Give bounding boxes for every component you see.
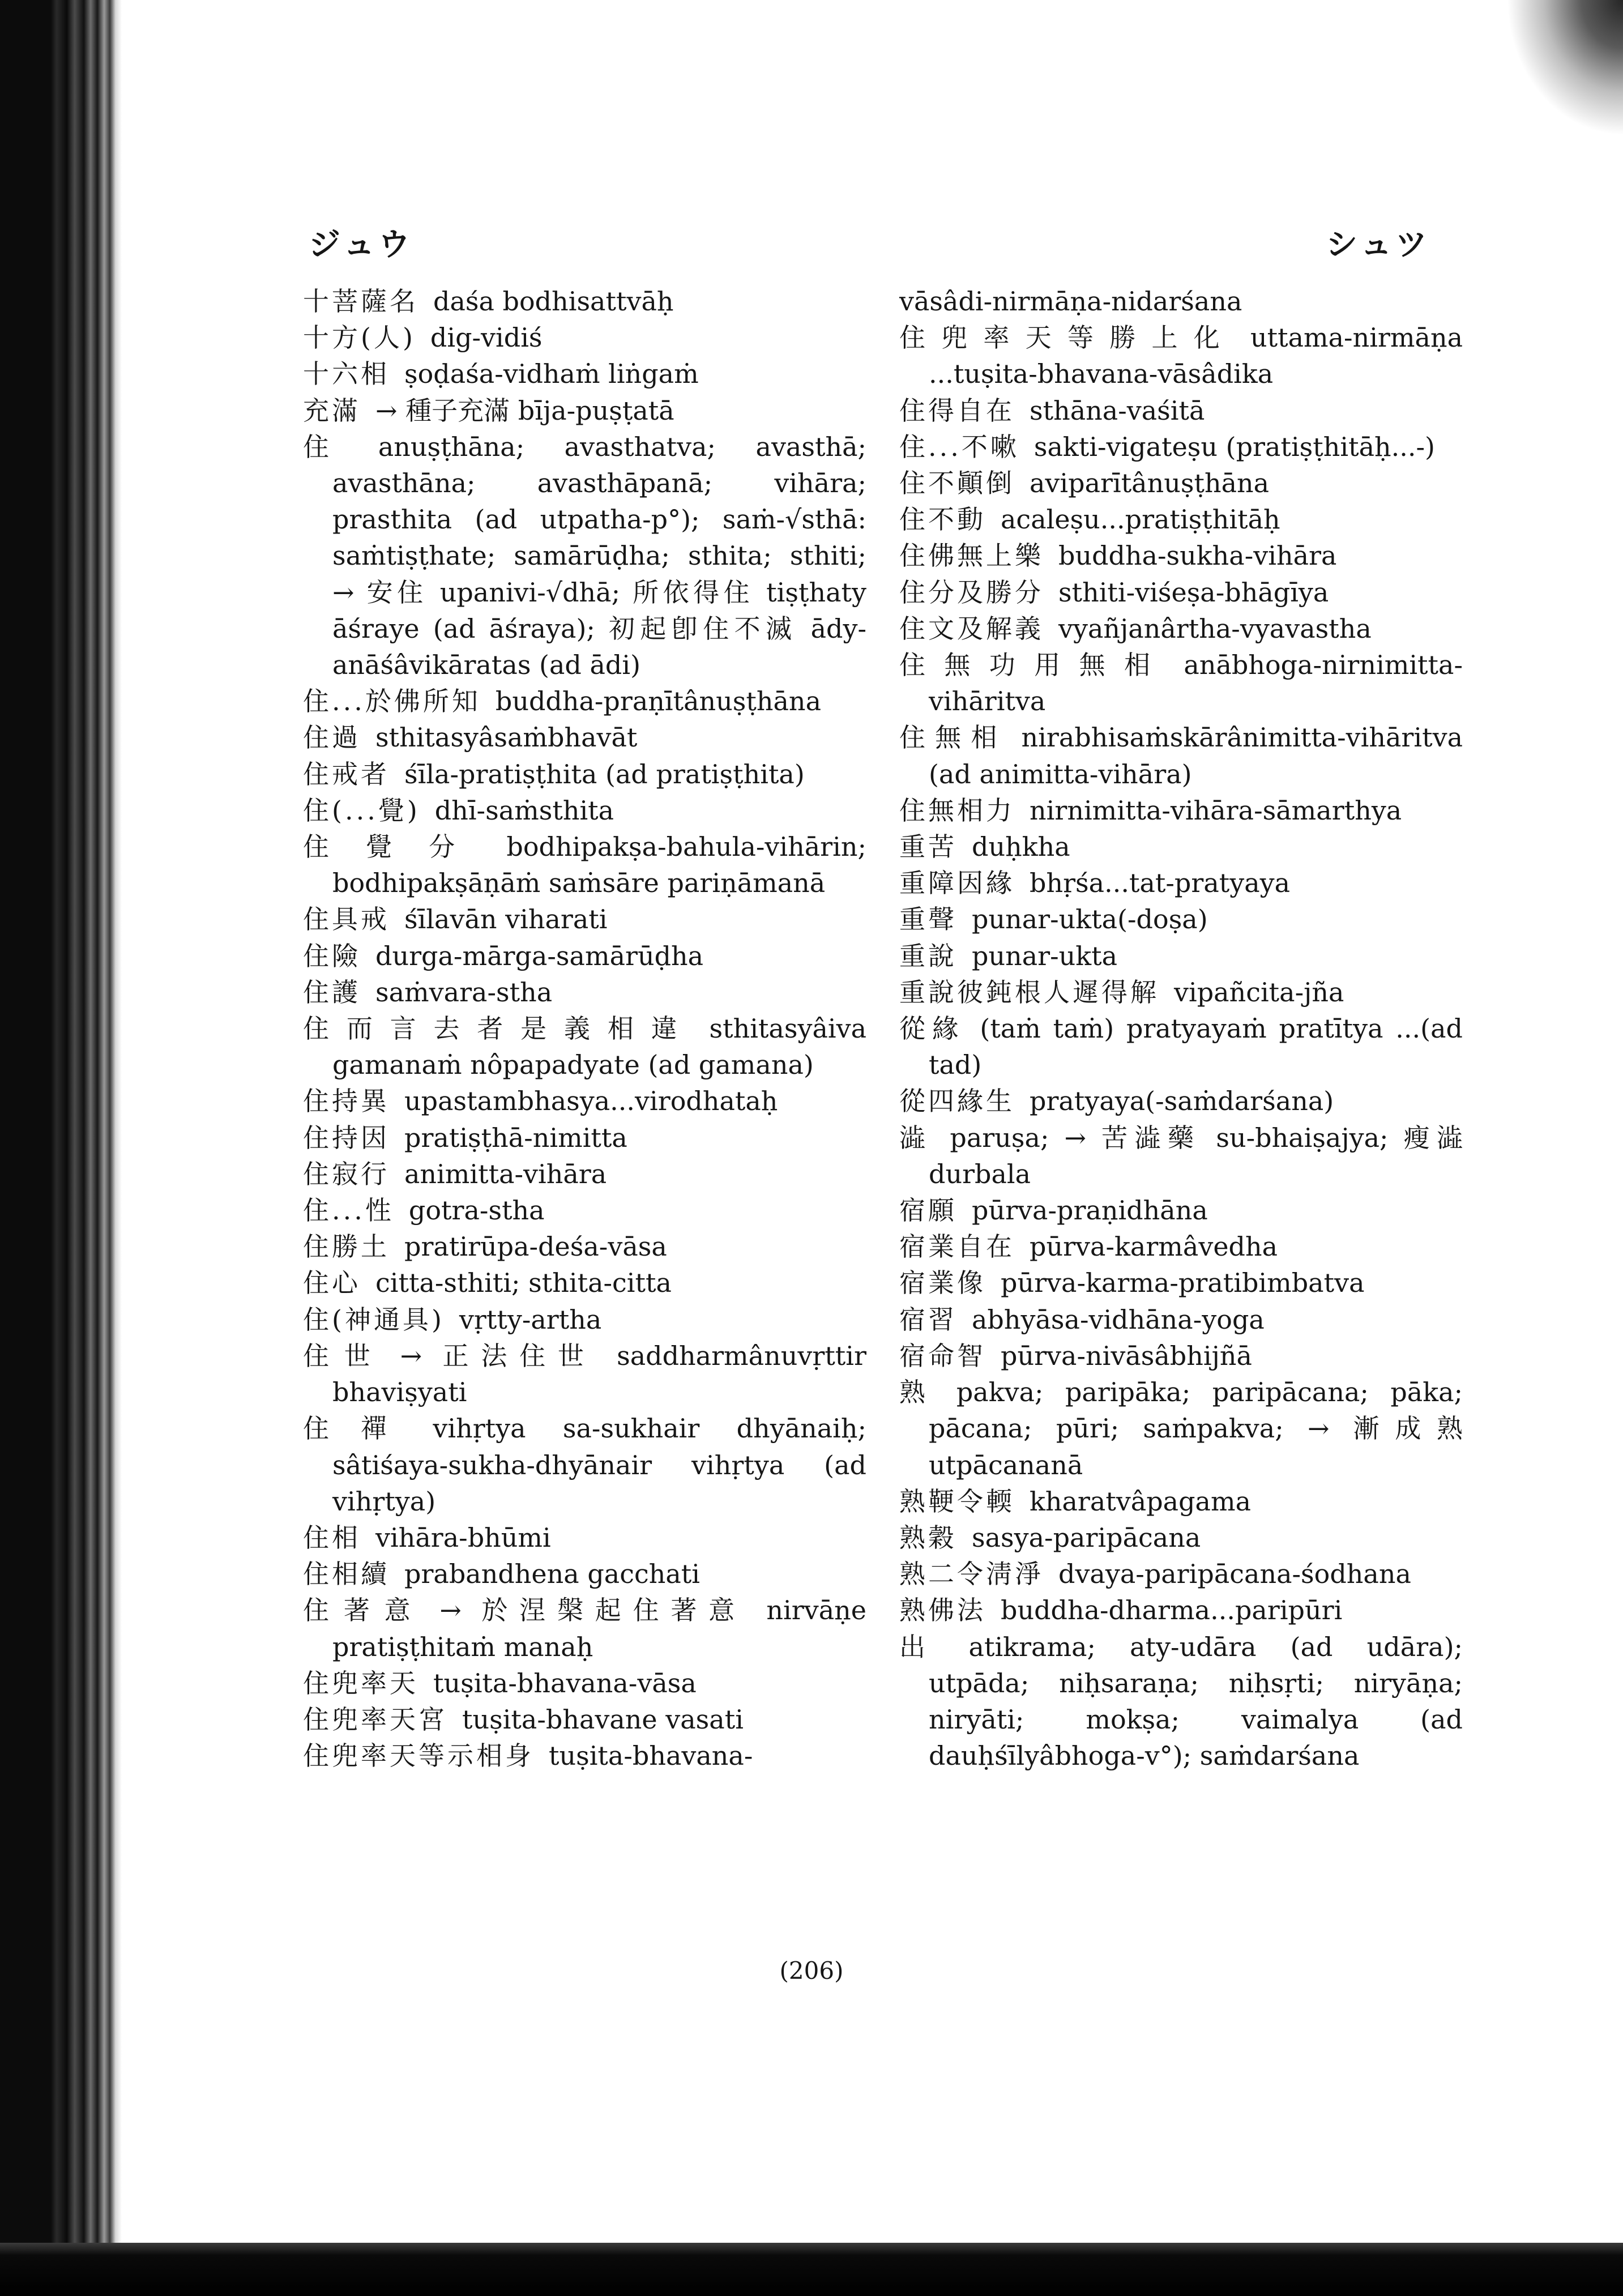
- entry-gloss: pūrva-nivāsâbhijñā: [1001, 1340, 1252, 1371]
- entry-headword: 住護: [303, 976, 361, 1008]
- entry-headword: 重說: [899, 940, 957, 971]
- entry-headword: 住: [303, 431, 364, 462]
- entry-gloss: aviparītânuṣṭhāna: [1030, 468, 1270, 499]
- entry-gloss: nirnimitta-vihāra-sāmarthya: [1030, 795, 1402, 826]
- dictionary-entry: [899, 1228, 1463, 1265]
- entry-headword: 熟鞕令輭: [899, 1486, 1015, 1517]
- dictionary-entry: [899, 392, 1463, 429]
- dictionary-entry: [899, 1483, 1463, 1520]
- entry-headword: 住持異: [303, 1086, 390, 1117]
- entry-headword: 住...於佛所知: [303, 686, 481, 717]
- entry-gloss: → 於涅槃起住著意 nirvāṇe pratiṣṭhitaṁ manaḥ: [332, 1595, 866, 1662]
- entry-gloss: anuṣṭhāna; avasthatva; avasthā; avasthāna; avasthāpanā; vihāra; prasthita (ad utpatha-p°); saṁ-√sthā: saṁtiṣṭhate; samārūḍha; sthita; sthiti; → 安住 upanivi-√dhā; 所依得住 tiṣṭhaty āśraye (ad āśraya); 初起卽住不滅 ādy-anāśâvikāratas (ad ādi): [332, 431, 866, 681]
- dictionary-entry: [303, 756, 866, 792]
- entry-gloss: → 種子充滿 bīja-puṣṭatā: [375, 395, 674, 426]
- entry-gloss: śīla-pratiṣṭhita (ad pratiṣṭhita): [404, 758, 805, 789]
- entry-gloss: animitta-vihāra: [404, 1158, 607, 1189]
- entry-headword: 重苦: [899, 831, 957, 863]
- entry-gloss: vṛtty-artha: [459, 1304, 602, 1335]
- dictionary-entry: [899, 1338, 1463, 1374]
- entry-headword: 重聲: [899, 904, 957, 935]
- entry-headword: 充滿: [303, 395, 361, 426]
- entry-headword: 住著意: [303, 1595, 425, 1626]
- dictionary-entry: [899, 319, 1463, 392]
- entry-headword: 住無功用無相: [899, 650, 1169, 681]
- dictionary-entry: [303, 1410, 866, 1520]
- entry-gloss: tuṣita-bhavana-vāsa: [433, 1667, 697, 1698]
- entry-headword: 住(神通具): [303, 1304, 445, 1335]
- dictionary-entry: [899, 465, 1463, 501]
- dictionary-entry: [303, 1665, 866, 1701]
- entry-headword: 宿業自在: [899, 1231, 1015, 1262]
- dictionary-entry: [303, 1738, 866, 1774]
- book-spine-shadow: [0, 0, 122, 2296]
- dictionary-entry: [303, 1338, 866, 1410]
- dictionary-entry: [899, 1192, 1463, 1228]
- entry-headword: 從緣: [899, 1013, 966, 1044]
- dictionary-entry: [899, 1556, 1463, 1592]
- scan-bottom-edge: [0, 2243, 1623, 2296]
- entry-gloss: dvaya-paripācana-śodhana: [1058, 1559, 1411, 1590]
- entry-gloss: dig-vidiś: [430, 322, 543, 353]
- entry-headword: 住不動: [899, 504, 986, 535]
- entry-gloss: durga-mārga-samārūḍha: [375, 940, 704, 971]
- dictionary-entry: [899, 901, 1463, 937]
- dictionary-entry: [899, 1520, 1463, 1556]
- entry-headword: 住無相力: [899, 795, 1015, 826]
- dictionary-entry: [303, 283, 866, 319]
- entry-gloss: bhṛśa...tat-pratyaya: [1030, 868, 1291, 899]
- running-header-left: ジュウ: [309, 227, 413, 263]
- entry-headword: 澁: [899, 1122, 936, 1153]
- dictionary-entry: [303, 901, 866, 937]
- entry-gloss: saṁvara-stha: [375, 976, 553, 1008]
- entry-gloss: vāsâdi-nirmāṇa-nidarśana: [899, 286, 1242, 317]
- entry-headword: 住覺分: [303, 831, 492, 863]
- entry-headword: 住過: [303, 722, 361, 753]
- entry-headword: 熟: [899, 1377, 942, 1408]
- entry-gloss: buddha-sukha-vihāra: [1058, 540, 1337, 571]
- entry-headword: 住相: [303, 1522, 361, 1553]
- entry-headword: 重說彼鈍根人遲得解: [899, 976, 1159, 1008]
- dictionary-entry: [303, 1592, 866, 1665]
- entry-headword: 住兜率天: [303, 1667, 418, 1698]
- entry-headword: 住不顚倒: [899, 468, 1015, 499]
- entry-headword: 住險: [303, 940, 361, 971]
- dictionary-entry: [899, 1301, 1463, 1338]
- entry-gloss: atikrama; aty-udāra (ad udāra); utpāda; niḥsaraṇa; niḥsṛti; niryāṇa; niryāti; mokṣa; vaimalya (ad dauḥśīlyâbhoga-v°); saṁdarśana: [929, 1631, 1463, 1772]
- entry-gloss: buddha-praṇītânuṣṭhāna: [495, 686, 821, 717]
- dictionary-entry: [303, 429, 866, 683]
- entry-headword: 住具戒: [303, 904, 390, 935]
- entry-headword: 住兜率天等勝上化: [899, 322, 1236, 353]
- dictionary-entry: [899, 792, 1463, 829]
- entry-headword: 住佛無上樂: [899, 540, 1044, 571]
- dictionary-entry: [899, 647, 1463, 719]
- dictionary-entry: [303, 1010, 866, 1083]
- entry-gloss: buddha-dharma...paripūri: [1001, 1595, 1343, 1626]
- dictionary-entry: [899, 1374, 1463, 1483]
- entry-gloss: tuṣita-bhavana-: [549, 1740, 753, 1772]
- entry-gloss: ṣoḍaśa-vidhaṁ liṅgaṁ: [404, 359, 699, 390]
- dictionary-entry: [899, 865, 1463, 901]
- entry-gloss: dhī-saṁsthita: [434, 795, 614, 826]
- dictionary-entry: [303, 1083, 866, 1119]
- entry-headword: 住世: [303, 1340, 386, 1371]
- dictionary-entry: [899, 1120, 1463, 1192]
- dictionary-entry: [303, 1228, 866, 1265]
- entry-gloss: śīlavān viharati: [404, 904, 608, 935]
- page-corner-shadow: [1506, 0, 1623, 136]
- entry-gloss: sthitasyâsaṁbhavāt: [375, 722, 638, 753]
- running-header-right: シュツ: [1326, 227, 1430, 263]
- entry-headword: 從四緣生: [899, 1086, 1015, 1117]
- entry-headword: 出: [899, 1631, 954, 1662]
- entry-gloss: (taṁ taṁ) pratyayaṁ pratītya ...(ad tad): [929, 1013, 1463, 1081]
- dictionary-entry: [303, 719, 866, 756]
- dictionary-entry: [899, 1083, 1463, 1119]
- entry-gloss: pūrva-karma-pratibimbatva: [1001, 1268, 1365, 1299]
- entry-gloss: kharatvâpagama: [1030, 1486, 1252, 1517]
- entry-gloss: tuṣita-bhavane vasati: [462, 1704, 744, 1735]
- entry-headword: 熟穀: [899, 1522, 957, 1553]
- entry-gloss: punar-ukta: [972, 940, 1118, 971]
- dictionary-entry: [303, 974, 866, 1010]
- entry-headword: 住寂行: [303, 1158, 390, 1189]
- entry-headword: 住...性: [303, 1195, 394, 1226]
- entry-headword: 住...不嗽: [899, 431, 1019, 462]
- entry-headword: 十六相: [303, 359, 390, 390]
- dictionary-entry: [303, 792, 866, 829]
- dictionary-entry: [899, 1265, 1463, 1301]
- entry-gloss: vipañcita-jña: [1174, 976, 1344, 1008]
- dictionary-entry: [899, 1592, 1463, 1628]
- entry-headword: 宿命智: [899, 1340, 986, 1371]
- entry-headword: 住戒者: [303, 758, 390, 789]
- entry-headword: 十菩薩名: [303, 286, 418, 317]
- right-column: [899, 283, 1463, 1774]
- entry-gloss: bodhipakṣa-bahula-vihārin; bodhipakṣāṇāṁ saṁsāre pariṇāmanā: [332, 831, 866, 899]
- entry-gloss: pūrva-karmâvedha: [1030, 1231, 1278, 1262]
- entry-headword: 住心: [303, 1268, 361, 1299]
- entry-gloss: vihṛtya sa-sukhair dhyānaiḥ; sâtiśaya-sukha-dhyānair vihṛtya (ad vihṛtya): [332, 1413, 867, 1517]
- dictionary-entry: [303, 1301, 866, 1338]
- dictionary-entry: [303, 1520, 866, 1556]
- dictionary-entry: [303, 938, 866, 974]
- entry-headword: 住相續: [303, 1559, 390, 1590]
- dictionary-entry: [303, 319, 866, 356]
- entry-gloss: paruṣa; → 苦澁藥 su-bhaiṣajya; 瘦澁 durbala: [929, 1122, 1463, 1189]
- entry-gloss: upastambhasya...virodhataḥ: [404, 1086, 778, 1117]
- entry-gloss: gotra-stha: [408, 1195, 545, 1226]
- dictionary-entry: [303, 1120, 866, 1156]
- entry-gloss: pratyaya(-saṁdarśana): [1030, 1086, 1334, 1117]
- entry-gloss: citta-sthiti; sthita-citta: [375, 1268, 672, 1299]
- entry-gloss: pūrva-praṇidhāna: [972, 1195, 1208, 1226]
- page-number: (206): [779, 1957, 844, 1985]
- dictionary-entry: [303, 1192, 866, 1228]
- entry-gloss: uttama-nirmāṇa ...tuṣita-bhavana-vāsâdika: [929, 322, 1463, 390]
- dictionary-entry: [303, 1156, 866, 1192]
- entry-gloss: nirabhisaṁskārânimitta-vihāritva (ad animitta-vihāra): [929, 722, 1463, 789]
- entry-headword: 住得自在: [899, 395, 1015, 426]
- entry-headword: 住禪: [303, 1413, 418, 1444]
- left-column: [303, 283, 866, 1774]
- entry-headword: 住兜率天宮: [303, 1704, 447, 1735]
- entry-gloss: sthiti-viśeṣa-bhāgīya: [1058, 577, 1329, 608]
- entry-gloss: duḥkha: [972, 831, 1070, 863]
- dictionary-entry: [303, 1701, 866, 1738]
- dictionary-entry: [303, 829, 866, 901]
- entry-headword: 重障因緣: [899, 868, 1015, 899]
- entry-headword: 住兜率天等示相身: [303, 1740, 534, 1772]
- entry-gloss: pratiṣṭhā-nimitta: [404, 1122, 627, 1153]
- dictionary-entry: [899, 537, 1463, 574]
- entry-gloss: sthitasyâiva gamanaṁ nôpapadyate (ad gamana): [332, 1013, 866, 1081]
- dictionary-entry: [899, 1629, 1463, 1774]
- entry-gloss: vyañjanârtha-vyavastha: [1058, 613, 1372, 644]
- entry-gloss: abhyāsa-vidhāna-yoga: [972, 1304, 1265, 1335]
- entry-headword: 熟二令淸淨: [899, 1559, 1044, 1590]
- entry-gloss: daśa bodhisattvāḥ: [433, 286, 674, 317]
- dictionary-entry: [899, 829, 1463, 865]
- entry-gloss: anābhoga-nirnimitta-vihāritva: [929, 650, 1463, 717]
- entry-gloss: sakti-vigateṣu (pratiṣṭhitāḥ...-): [1033, 431, 1435, 462]
- entry-gloss: → 正法住世 saddharmânuvṛttir bhaviṣyati: [332, 1340, 866, 1408]
- entry-headword: 熟佛法: [899, 1595, 986, 1626]
- entry-headword: 住而言去者是義相違: [303, 1013, 695, 1044]
- dictionary-entry: [899, 719, 1463, 792]
- dictionary-entry: [899, 974, 1463, 1010]
- entry-gloss: prabandhena gacchati: [404, 1559, 700, 1590]
- entry-headword: 宿業像: [899, 1268, 986, 1299]
- dictionary-entry: [303, 1265, 866, 1301]
- entry-headword: 住勝土: [303, 1231, 390, 1262]
- entry-headword: 十方(人): [303, 322, 416, 353]
- dictionary-entry: [899, 938, 1463, 974]
- entry-gloss: vihāra-bhūmi: [375, 1522, 551, 1553]
- entry-headword: 住分及勝分: [899, 577, 1044, 608]
- dictionary-entry: [899, 1010, 1463, 1083]
- dictionary-entry: [303, 356, 866, 392]
- entry-gloss: pratirūpa-deśa-vāsa: [404, 1231, 667, 1262]
- dictionary-entry: [899, 501, 1463, 537]
- entry-gloss: punar-ukta(-doṣa): [972, 904, 1208, 935]
- entry-headword: 住持因: [303, 1122, 390, 1153]
- entry-headword: 宿願: [899, 1195, 957, 1226]
- dictionary-entry: [899, 611, 1463, 647]
- dictionary-entry: [899, 283, 1463, 319]
- dictionary-entry: [303, 1556, 866, 1592]
- entry-headword: 宿習: [899, 1304, 957, 1335]
- entry-gloss: sasya-paripācana: [972, 1522, 1201, 1553]
- dictionary-entry: [899, 429, 1463, 465]
- entry-headword: 住(...覺): [303, 795, 420, 826]
- dictionary-entry: [303, 683, 866, 719]
- entry-headword: 住無相: [899, 722, 1007, 753]
- entry-gloss: pakva; paripāka; paripācana; pāka; pācana; pūri; saṁpakva; → 漸成熟 utpācananā: [929, 1377, 1463, 1480]
- dictionary-entry: [899, 574, 1463, 611]
- dictionary-entry: [303, 392, 866, 429]
- entry-gloss: acaleṣu...pratiṣṭhitāḥ: [1001, 504, 1280, 535]
- entry-gloss: sthāna-vaśitā: [1030, 395, 1205, 426]
- entry-headword: 住文及解義: [899, 613, 1044, 644]
